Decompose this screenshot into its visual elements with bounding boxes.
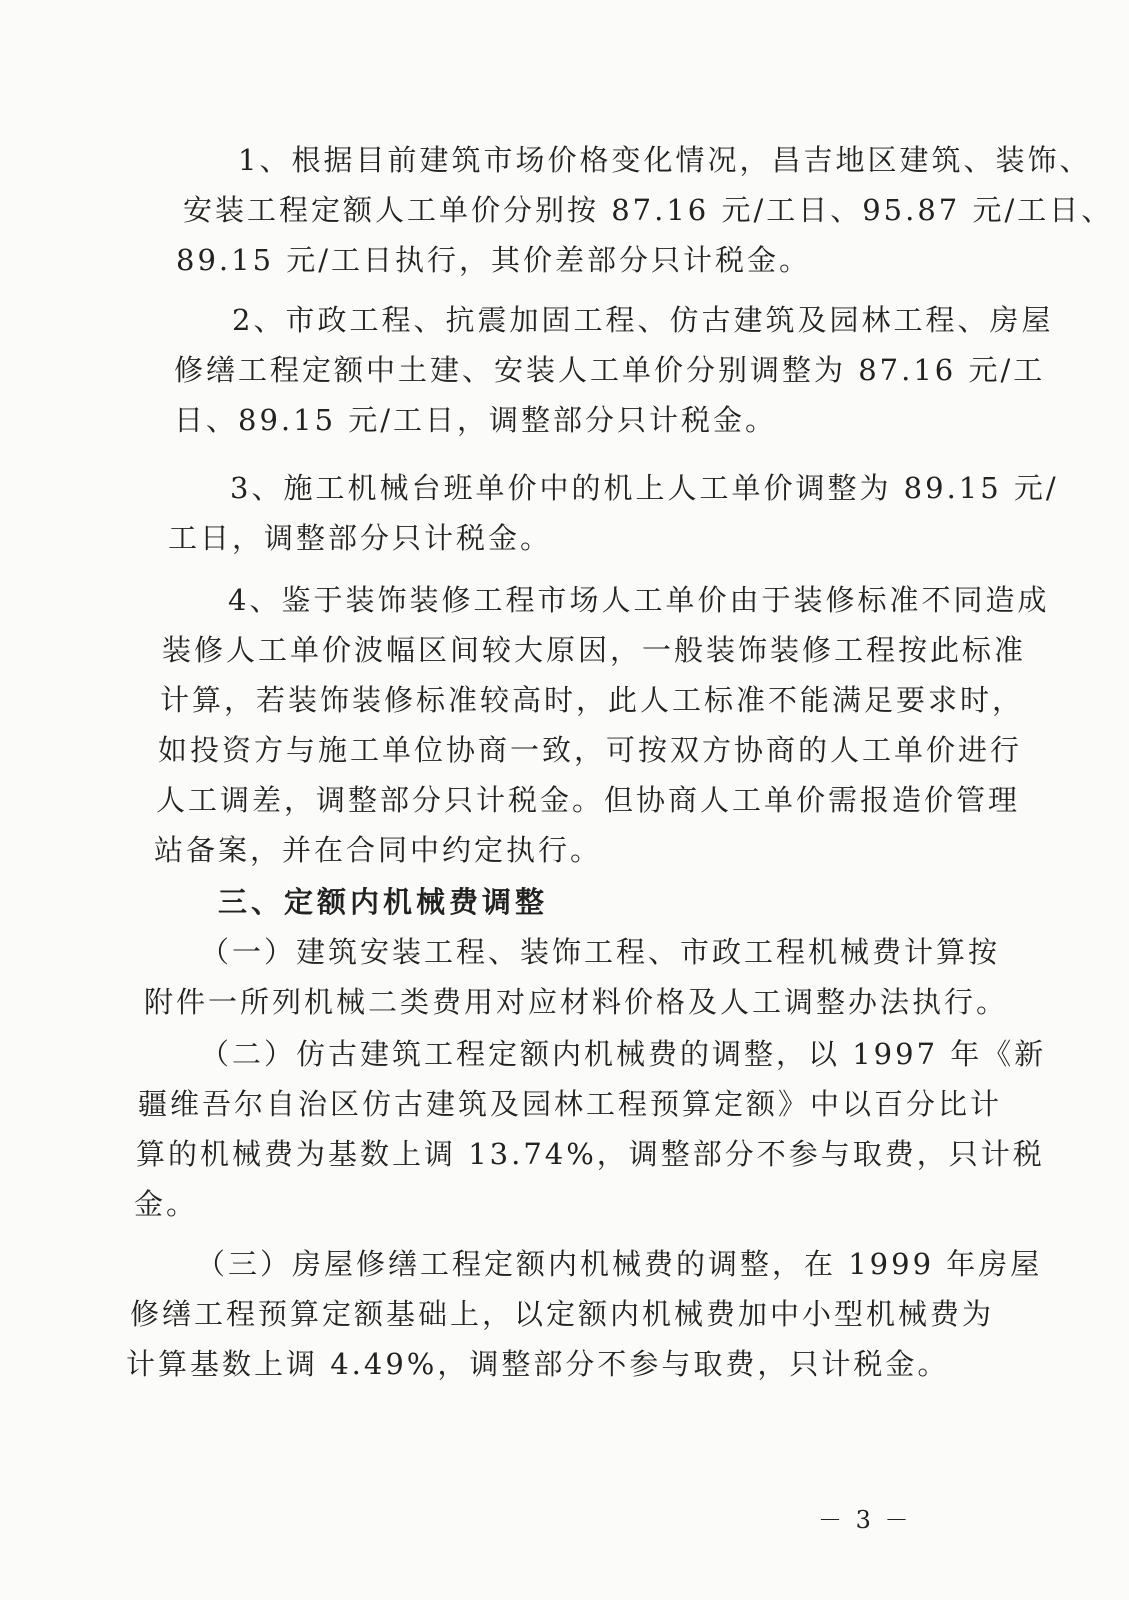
paragraph-4-line-6: 站备案，并在合同中约定执行。 bbox=[154, 833, 603, 867]
paragraph-1-line-1: 1、根据目前建筑市场价格变化情况，昌吉地区建筑、装饰、 bbox=[238, 143, 1092, 177]
paragraph-4-line-5: 人工调差，调整部分只计税金。但协商人工单价需报造价管理 bbox=[156, 783, 1021, 817]
paragraph-6-line-2: 疆维吾尔自治区仿古建筑及园林工程预算定额》中以百分比计 bbox=[138, 1087, 1003, 1121]
paragraph-4-line-1: 4、鉴于装饰装修工程市场人工单价由于装修标准不同造成 bbox=[228, 583, 1050, 617]
paragraph-2-line-1: 2、市政工程、抗震加固工程、仿古建筑及园林工程、房屋 bbox=[232, 303, 1054, 337]
paragraph-4-line-3: 计算，若装饰装修标准较高时，此人工标准不能满足要求时， bbox=[160, 683, 1025, 717]
paragraph-2-line-2: 修缮工程定额中土建、安装人工单价分别调整为 87.16 元/工 bbox=[174, 353, 1046, 387]
paragraph-5-line-1: （一）建筑安装工程、装饰工程、市政工程机械费计算按 bbox=[200, 935, 1001, 969]
paragraph-3-line-1: 3、施工机械台班单价中的机上人工单价调整为 89.15 元/ bbox=[230, 471, 1059, 505]
paragraph-7-line-1: （三）房屋修缮工程定额内机械费的调整，在 1999 年房屋 bbox=[196, 1247, 1043, 1281]
paragraph-4-line-2: 装修人工单价波幅区间较大原因，一般装饰装修工程按此标准 bbox=[162, 633, 1027, 667]
paragraph-6-line-4: 金。 bbox=[134, 1187, 199, 1221]
paragraph-1-line-2: 安装工程定额人工单价分别按 87.16 元/工日、95.87 元/工日、 bbox=[183, 193, 1114, 227]
paragraph-7-line-3: 计算基数上调 4.49%，调整部分不参与取费，只计税金。 bbox=[126, 1347, 950, 1381]
paragraph-6-line-3: 算的机械费为基数上调 13.74%，调整部分不参与取费，只计税 bbox=[136, 1137, 1045, 1171]
paragraph-1-line-3: 89.15 元/工日执行，其价差部分只计税金。 bbox=[176, 243, 812, 277]
paragraph-5-line-2: 附件一所列机械二类费用对应材料价格及人工调整办法执行。 bbox=[144, 985, 1009, 1019]
paragraph-3-line-2: 工日，调整部分只计税金。 bbox=[168, 521, 553, 555]
paragraph-7-line-2: 修缮工程预算定额基础上，以定额内机械费加中小型机械费为 bbox=[130, 1297, 995, 1331]
paragraph-6-line-1: （二）仿古建筑工程定额内机械费的调整，以 1997 年《新 bbox=[200, 1037, 1047, 1071]
section-heading: 三、定额内机械费调整 bbox=[218, 885, 549, 919]
paragraph-2-line-3: 日、89.15 元/工日，调整部分只计税金。 bbox=[174, 403, 778, 437]
paragraph-4-line-4: 如投资方与施工单位协商一致，可按双方协商的人工单价进行 bbox=[158, 733, 1023, 767]
page-number: － 3 － bbox=[818, 1506, 912, 1534]
